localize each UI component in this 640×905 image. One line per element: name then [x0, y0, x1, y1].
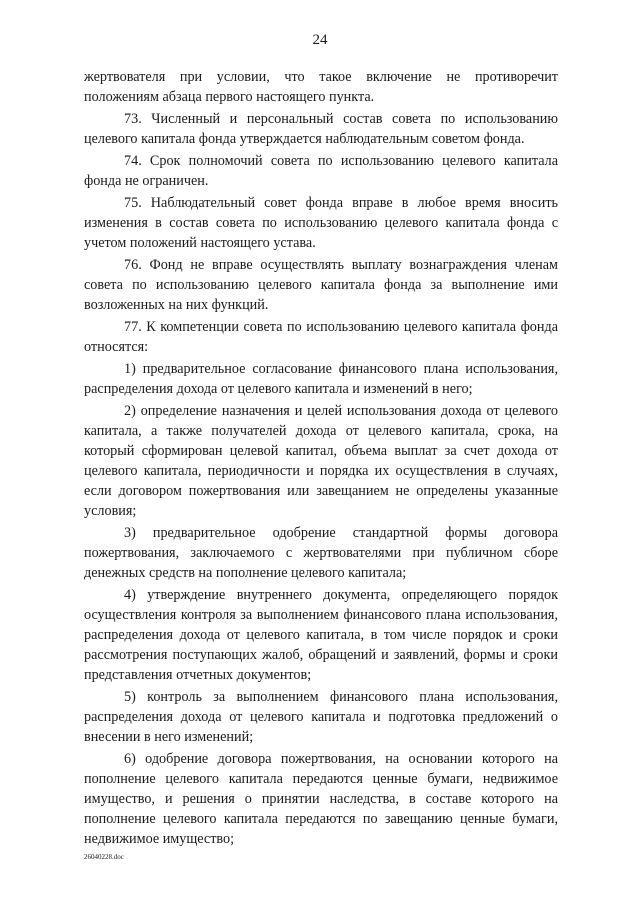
list-item-3: 3) предварительное одобрение стандартной формы договора пожертвования, заключаемого с жертвователями при публичном сборе денежных средств на пополнение целевого капитала; [84, 525, 558, 581]
list-item-2: 2) определение назначения и целей использования дохода от целевого капитала, а также получателей дохода от целевого капитала, срока, на который сформирован целевой капитал, объема выплат за счет дохода от целевого капитала, периодичности и порядка их осуществления в случаях, если договором пожертвования или завещанием не определены указанные условия; [84, 403, 558, 519]
paragraph-73: 73. Численный и персональный состав совета по использованию целевого капитала фонда утверждается наблюдательным советом фонда. [84, 111, 558, 147]
paragraph-74: 74. Срок полномочий совета по использованию целевого капитала фонда не ограничен. [84, 153, 558, 189]
list-item-5: 5) контроль за выполнением финансового плана использования, распределения дохода от целевого капитала и подготовка предложений о внесении в него изменений; [84, 689, 558, 745]
list-item-1: 1) предварительное согласование финансового плана использования, распределения дохода от целевого капитала и изменений в него; [84, 361, 558, 397]
page-number: 24 [312, 32, 328, 48]
list-item-6: 6) одобрение договора пожертвования, на основании которого на пополнение целевого капитала передаются ценные бумаги, недвижимое имущество, и решения о принятии наследства, в составе которого на пополнение целевого капитала передаются по завещанию ценные бумаги, недвижимое имущество; [84, 751, 558, 847]
document-body [84, 67, 558, 851]
paragraph-75: 75. Наблюдательный совет фонда вправе в любое время вносить изменения в состав совета по использованию целевого капитала фонда с учетом положений настоящего устава. [84, 195, 558, 251]
paragraph-continuation: жертвователя при условии, что такое включение не противоречит положениям абзаца первого настоящего пункта. [84, 69, 558, 105]
paragraph-76: 76. Фонд не вправе осуществлять выплату вознаграждения членам совета по использованию целевого капитала фонда за выполнение ими возложенных на них функций. [84, 257, 558, 313]
list-item-4: 4) утверждение внутреннего документа, определяющего порядок осуществления контроля за выполнением финансового плана использования, распределения дохода от целевого капитала, в том числе порядок и сроки рассмотрения поступающих жалоб, обращений и заявлений, формы и сроки представления отчетных документов; [84, 587, 558, 683]
paragraph-77: 77. К компетенции совета по использованию целевого капитала фонда относятся: [84, 319, 558, 355]
document-filename: 26040228.doc [84, 853, 124, 861]
